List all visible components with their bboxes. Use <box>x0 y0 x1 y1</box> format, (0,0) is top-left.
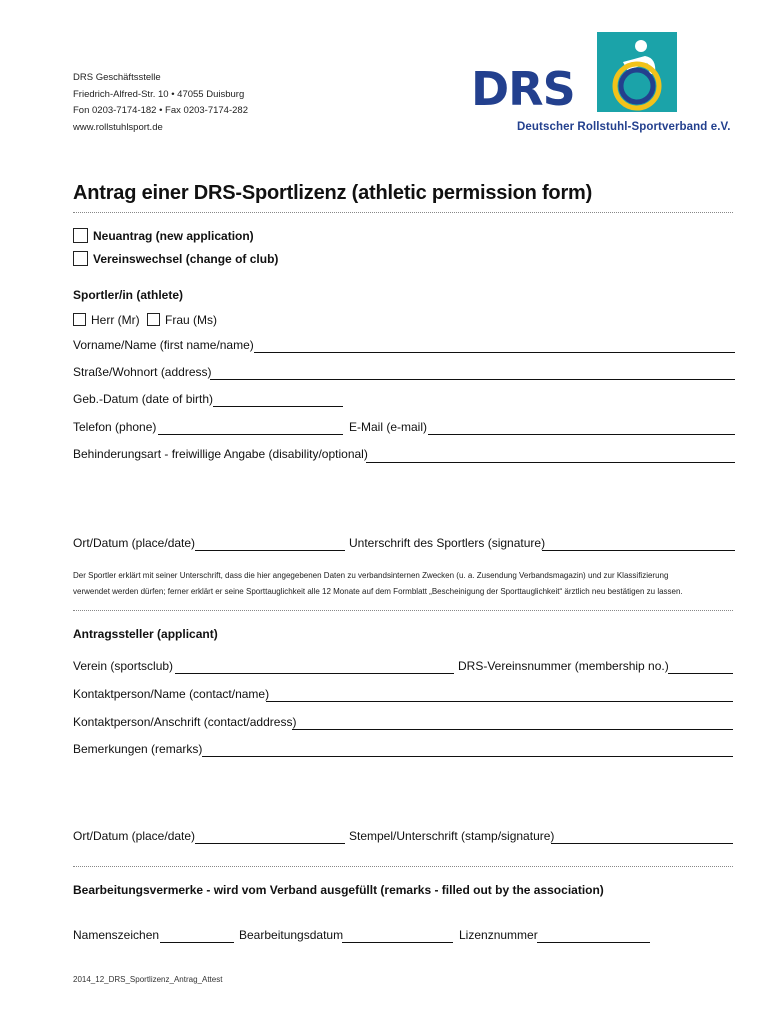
contact-name-field[interactable] <box>266 701 733 702</box>
athlete-name-field[interactable] <box>254 352 735 353</box>
option-label: Neuantrag (new application) <box>93 229 254 243</box>
athlete-address-label: Straße/Wohnort (address) <box>73 365 212 379</box>
processing-date-label: Bearbeitungsdatum <box>239 928 344 942</box>
club-field[interactable] <box>175 673 454 674</box>
athlete-place-date-field[interactable] <box>195 550 345 551</box>
dotted-divider <box>73 610 733 611</box>
athlete-signature-label: Unterschrift des Sportlers (signature) <box>349 536 546 550</box>
wheelchair-athlete-icon <box>597 32 677 112</box>
athlete-birth-field[interactable] <box>213 406 343 407</box>
athlete-place-date-label: Ort/Datum (place/date) <box>73 536 196 550</box>
athlete-email-label: E-Mail (e-mail) <box>349 420 427 434</box>
athlete-declaration <box>73 568 683 600</box>
address-line: DRS Geschäftsstelle <box>73 72 161 83</box>
athlete-heading: Sportler/in (athlete) <box>73 288 184 302</box>
form-title: Antrag einer DRS-Sportlizenz (athletic permission form) <box>73 182 593 204</box>
declaration-line: verwendet werden dürfen; ferner erklärt er seine Sporttauglichkeit alle 12 Monate auf dem Formblatt „Bescheinigung der Sporttauglichkeit“ ärztlich neu bestätigen zu lassen. <box>73 587 683 596</box>
address-line: Fon 0203-7174-182 • Fax 0203-7174-282 <box>73 105 248 116</box>
club-number-label: DRS-Vereinsnummer (membership no.) <box>458 659 669 673</box>
address-line: Friedrich-Alfred-Str. 10 • 47055 Duisburg <box>73 88 245 100</box>
athlete-disability-label: Behinderungsart - freiwillige Angabe (disability/optional) <box>73 447 368 461</box>
document-footer: 2014_12_DRS_Sportlizenz_Antrag_Attest <box>73 975 223 984</box>
athlete-phone-label: Telefon (phone) <box>73 420 157 434</box>
dotted-divider <box>73 866 733 867</box>
remarks-label: Bemerkungen (remarks) <box>73 742 203 756</box>
applicant-place-date-label: Ort/Datum (place/date) <box>73 829 196 843</box>
stamp-signature-field[interactable] <box>551 843 733 844</box>
organization-address <box>73 70 248 136</box>
dotted-divider <box>73 212 733 213</box>
processing-heading: Bearbeitungsvermerke - wird vom Verband ausgefüllt (remarks - filled out by the association) <box>73 883 604 897</box>
logo-subtitle: Deutscher Rollstuhl-Sportverband e.V. <box>517 121 731 133</box>
checkbox-ms[interactable] <box>147 313 160 326</box>
athlete-signature-field[interactable] <box>542 550 735 551</box>
license-number-field[interactable] <box>537 942 650 943</box>
athlete-email-field[interactable] <box>428 434 735 435</box>
option-label: Vereinswechsel (change of club) <box>93 252 279 266</box>
athlete-birth-label: Geb.-Datum (date of birth) <box>73 392 214 406</box>
remarks-field[interactable] <box>202 756 733 757</box>
applicant-heading: Antragssteller (applicant) <box>73 627 218 641</box>
initials-field[interactable] <box>160 942 234 943</box>
checkbox-new-application[interactable] <box>73 228 88 243</box>
club-number-field[interactable] <box>668 673 733 674</box>
contact-address-field[interactable] <box>292 729 733 730</box>
processing-date-field[interactable] <box>342 942 453 943</box>
stamp-signature-label: Stempel/Unterschrift (stamp/signature) <box>349 829 555 843</box>
drs-logo <box>464 32 754 137</box>
declaration-line: Der Sportler erklärt mit seiner Unterschrift, dass die hier angegebenen Daten zu verbandsinternen Zwecken (u. a. Zusendung Verbandsmagazin) und zur Klassifizierung <box>73 571 669 580</box>
checkbox-change-of-club[interactable] <box>73 251 88 266</box>
checkbox-mr[interactable] <box>73 313 86 326</box>
athlete-name-label: Vorname/Name (first name/name) <box>73 338 254 352</box>
address-line: www.rollstuhlsport.de <box>73 121 163 133</box>
athlete-address-field[interactable] <box>210 379 735 380</box>
logo-wordmark: DRS <box>471 62 575 116</box>
option-label: Frau (Ms) <box>165 313 217 327</box>
applicant-place-date-field[interactable] <box>195 843 345 844</box>
option-change-of-club[interactable] <box>73 251 278 266</box>
club-label: Verein (sportsclub) <box>73 659 174 673</box>
initials-label: Namenszeichen <box>73 928 160 942</box>
contact-name-label: Kontaktperson/Name (contact/name) <box>73 687 270 701</box>
license-number-label: Lizenznummer <box>459 928 538 942</box>
option-ms[interactable] <box>147 313 217 327</box>
athlete-disability-field[interactable] <box>366 462 735 463</box>
option-new-application[interactable] <box>73 228 254 243</box>
option-label: Herr (Mr) <box>91 313 140 327</box>
athlete-phone-field[interactable] <box>158 434 343 435</box>
contact-address-label: Kontaktperson/Anschrift (contact/address) <box>73 715 297 729</box>
option-mr[interactable] <box>73 313 140 327</box>
